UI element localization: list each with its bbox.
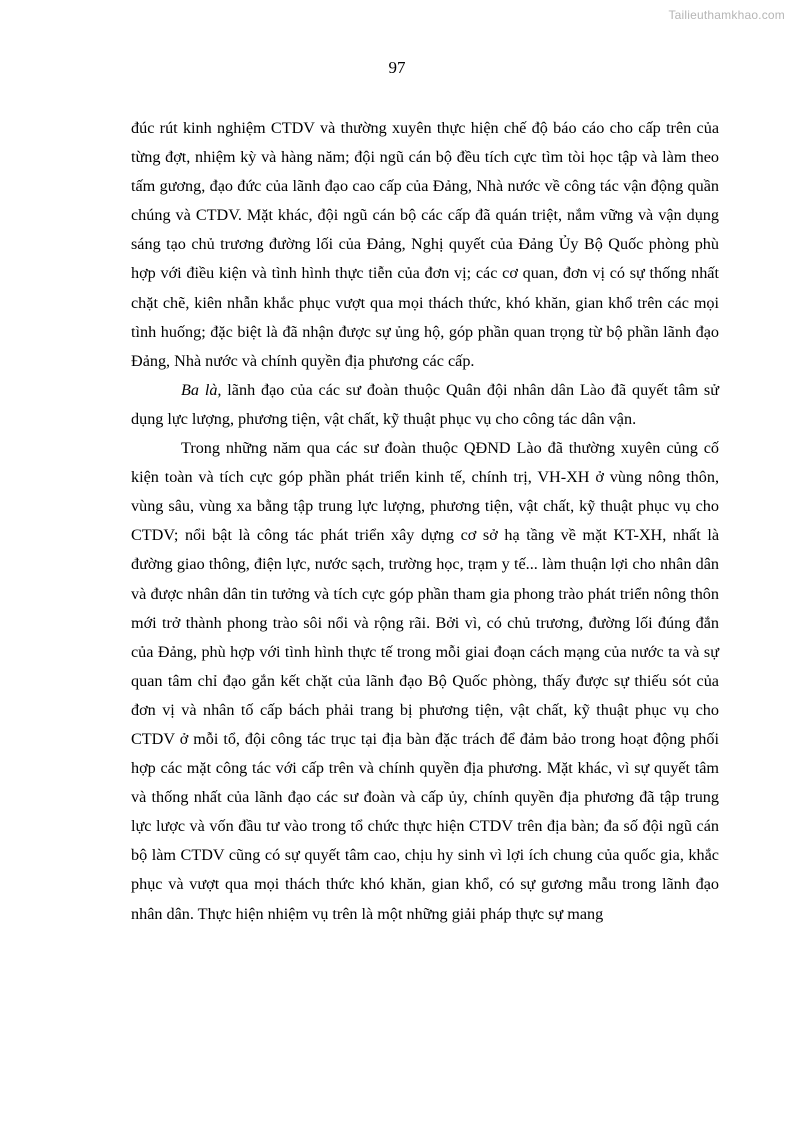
- paragraph-2: [131, 376, 719, 434]
- document-body: [131, 114, 719, 929]
- paragraph-1: đúc rút kinh nghiệm CTDV và thường xuyên thực hiện chế độ báo cáo cho cấp trên của từng đợt, nhiệm kỳ và hàng năm; đội ngũ cán bộ đều tích cực tìm tòi học tập và làm theo tấm gương, đạo đức của lãnh đạo cao cấp của Đảng, Nhà nước về công tác vận động quần chúng và CTDV. Mặt khác, đội ngũ cán bộ các cấp đã quán triệt, nắm vững và vận dụng sáng tạo chủ trương đường lối của Đảng, Nghị quyết của Đảng Ủy Bộ Quốc phòng phù hợp với điều kiện và tình hình thực tiễn của đơn vị; các cơ quan, đơn vị có sự thống nhất chặt chẽ, kiên nhẫn khắc phục vượt qua mọi thách thức, khó khăn, gian khổ trên các mọi tình huống; đặc biệt là đã nhận được sự ủng hộ, góp phần quan trọng từ bộ phần lãnh đạo Đảng, Nhà nước và chính quyền địa phương các cấp.: [131, 119, 719, 370]
- watermark-text: Tailieuthamkhao.com: [668, 8, 785, 22]
- paragraph-2-lead: Ba là,: [181, 380, 222, 399]
- page-number: 97: [388, 58, 406, 77]
- paragraph-2-text: lãnh đạo của các sư đoàn thuộc Quân đội nhân dân Lào đã quyết tâm sử dụng lực lượng, phương tiện, vật chất, kỹ thuật phục vụ cho công tác dân vận.: [131, 380, 719, 428]
- paragraph-3: Trong những năm qua các sư đoàn thuộc QĐND Lào đã thường xuyên củng cố kiện toàn và tích cực góp phần phát triển kinh tế, chính trị, VH-XH ở vùng nông thôn, vùng sâu, vùng xa bằng tập trung lực lượng, phương tiện, vật chất, kỹ thuật phục vụ cho CTDV; nổi bật là công tác phát triển xây dựng cơ sở hạ tầng về mặt KT-XH, nhất là đường giao thông, điện lực, nước sạch, trường học, trạm y tế... làm thuận lợi cho nhân dân và được nhân dân tin tưởng và tích cực góp phần tham gia phong trào phát triển nông thôn mới trở thành phong trào sôi nổi và rộng rãi. Bởi vì, có chủ trương, đường lối đúng đắn của Đảng, phù hợp với tình hình thực tế trong mỗi giai đoạn cách mạng của nước ta và sự quan tâm chỉ đạo gắn kết chặt của lãnh đạo Bộ Quốc phòng, thấy được sự thiếu sót của đơn vị và nhân tố cấp bách phải trang bị phương tiện, vật chất, kỹ thuật phục vụ cho CTDV ở mỗi tổ, đội công tác trục tại địa bàn đặc trách để đảm bảo trong hoạt động phối hợp các mặt công tác với cấp trên và chính quyền địa phương. Mặt khác, vì sự quyết tâm và thống nhất của lãnh đạo các sư đoàn và cấp ủy, chính quyền địa phương đã tập trung lực lược và vốn đầu tư vào trong tổ chức thực hiện CTDV trên địa bàn; đa số đội ngũ cán bộ làm CTDV cũng có sự quyết tâm cao, chịu hy sinh vì lợi ích chung của quốc gia, khắc phục và vượt qua mọi thách thức khó khăn, gian khổ, có sự gương mẫu trong lãnh đạo nhân dân. Thực hiện nhiệm vụ trên là một những giải pháp thực sự mang: [131, 439, 719, 923]
